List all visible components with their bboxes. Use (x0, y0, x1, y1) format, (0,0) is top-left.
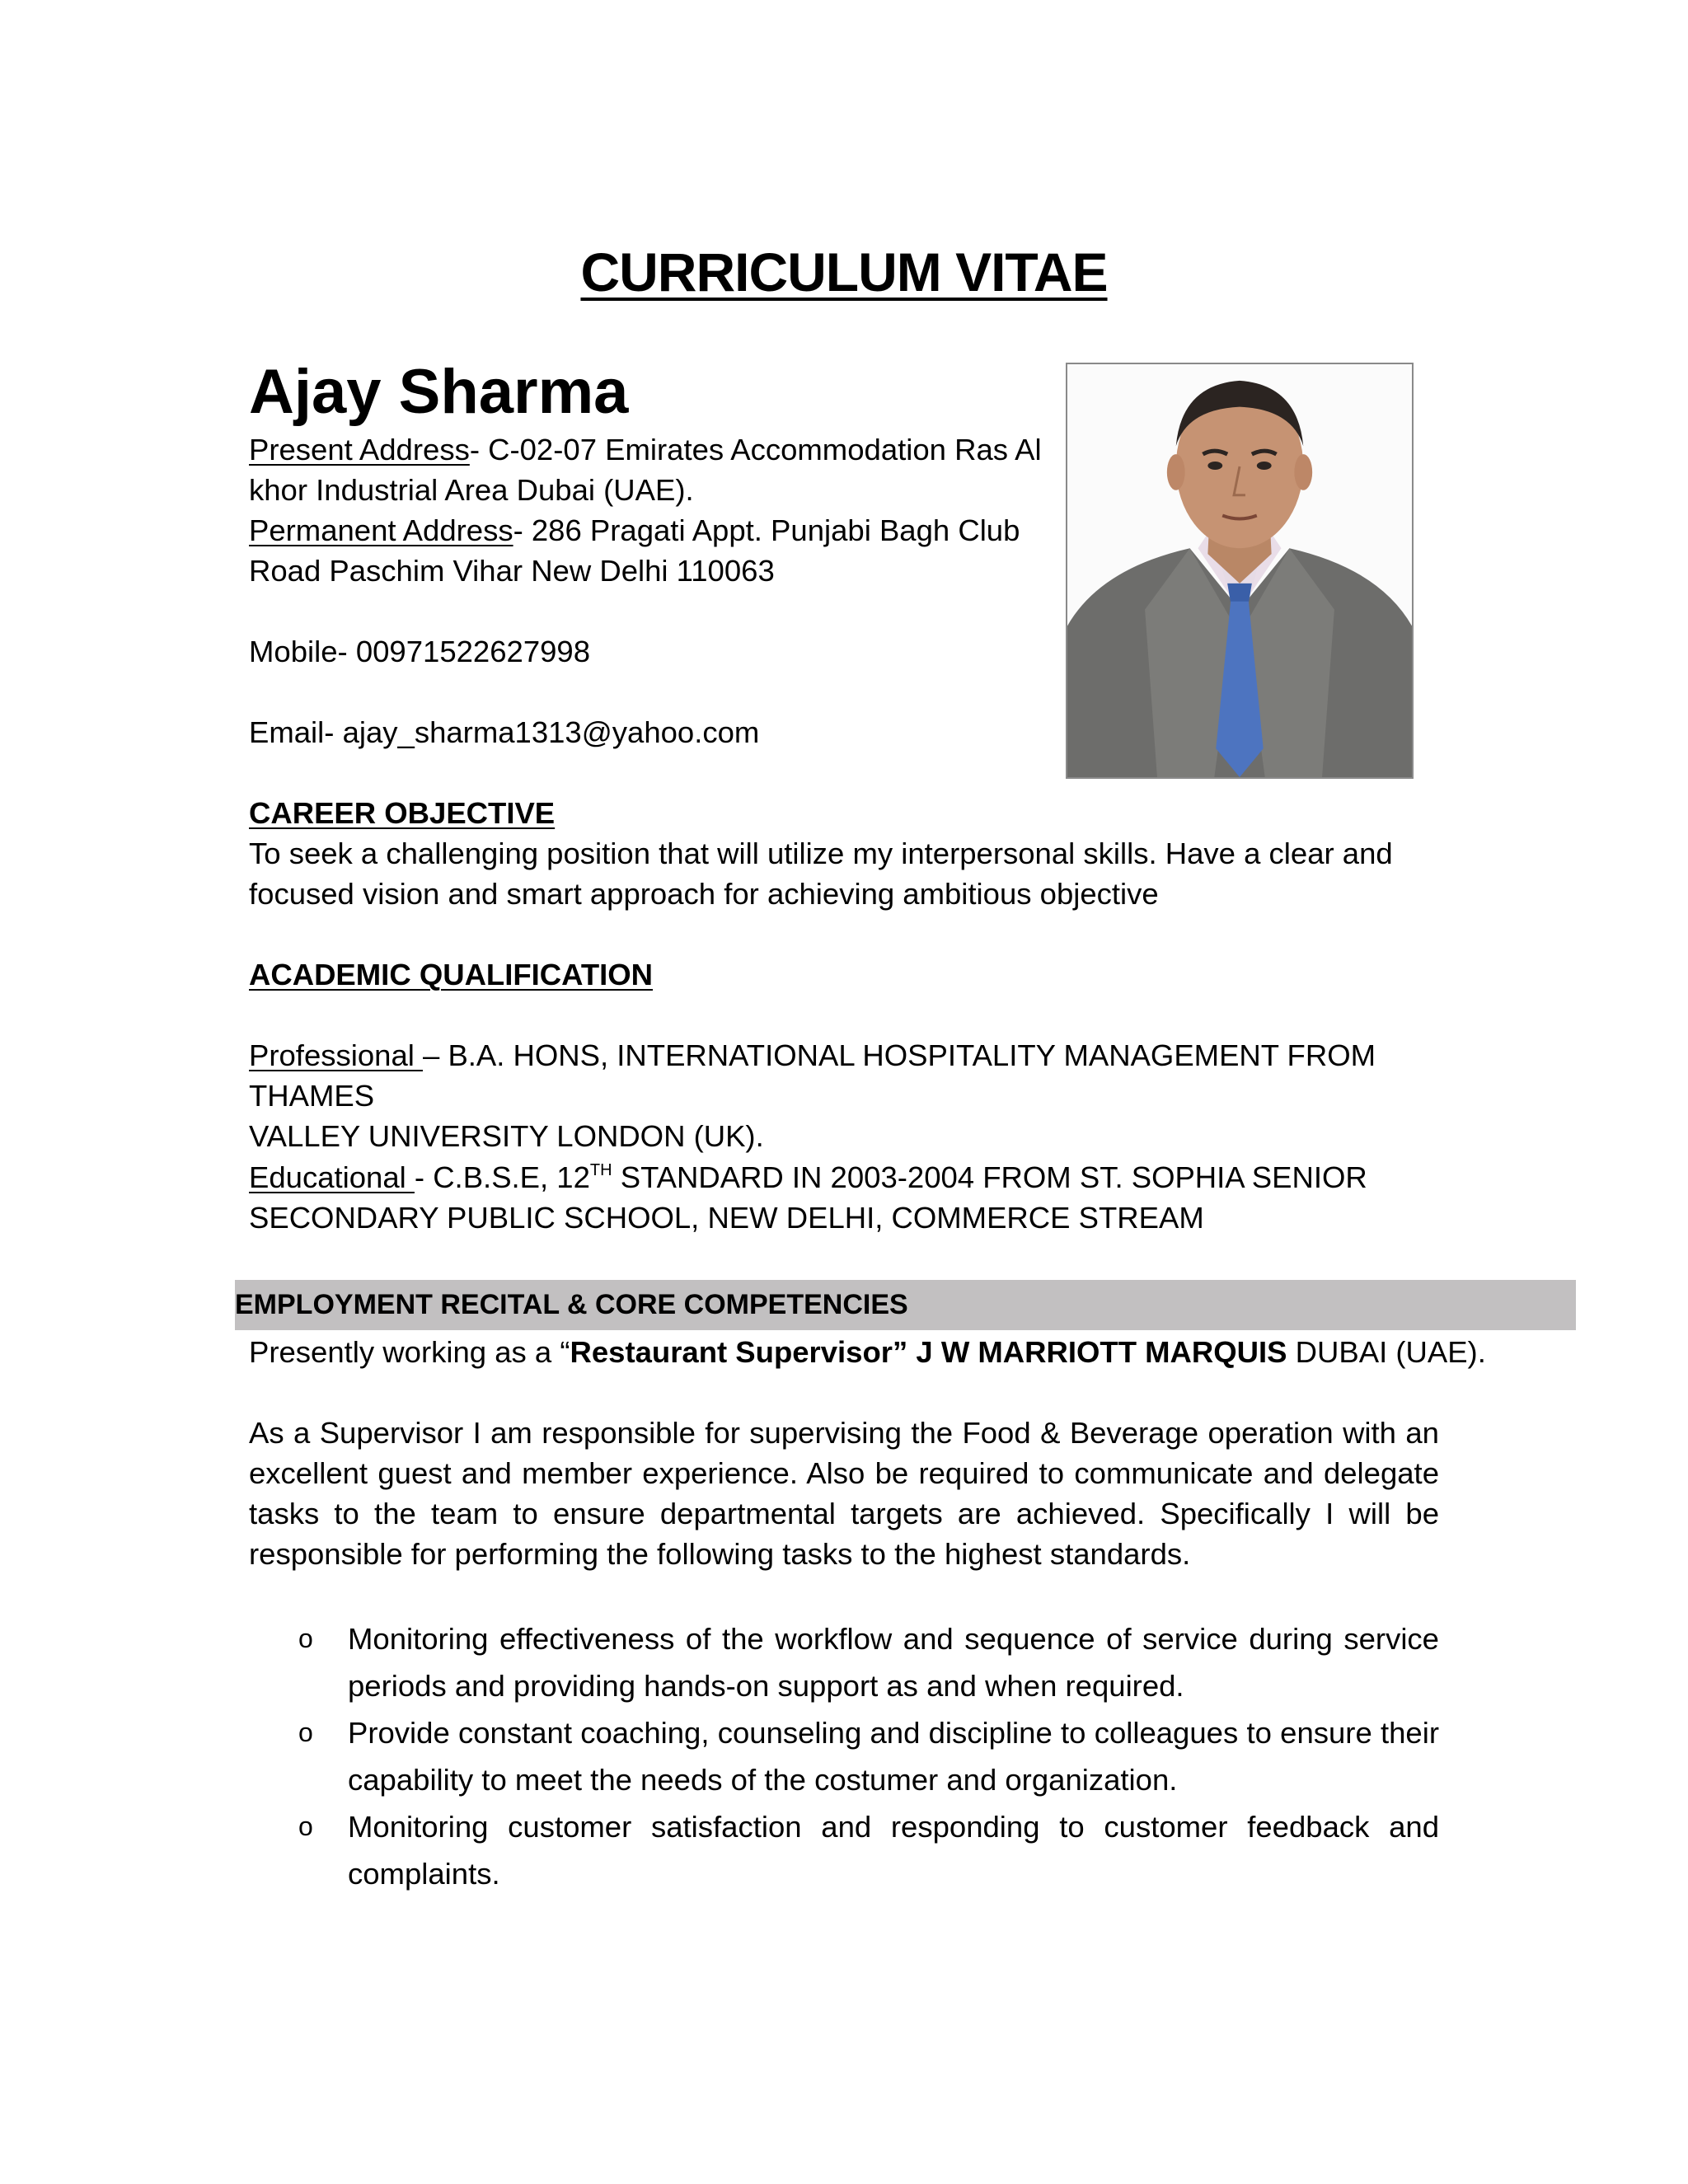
document-title: CURRICULUM VITAE (580, 241, 1108, 302)
address-block (249, 429, 1042, 591)
professional-text: – B.A. HONS, INTERNATIONAL HOSPITALITY MANAGEMENT FROM THAMES (249, 1038, 1376, 1113)
educational-line (249, 1157, 1485, 1197)
career-objective-line: focused vision and smart approach for achieving ambitious objective (249, 877, 1159, 911)
present-suffix: DUBAI (UAE). (1287, 1335, 1486, 1369)
present-prefix: Presently working as a “ (249, 1335, 570, 1369)
profile-photo (1066, 363, 1414, 779)
educational-line2: SECONDARY PUBLIC SCHOOL, NEW DELHI, COMMERCE STREAM (249, 1201, 1204, 1235)
academic-heading: ACADEMIC QUALIFICATION (249, 958, 654, 991)
candidate-name: Ajay Sharma (249, 357, 629, 427)
present-address-label: Present Address (249, 433, 470, 466)
permanent-address-text: - 286 Pragati Appt. Punjabi Bagh Club (513, 513, 1020, 547)
educational-label: Educational (249, 1160, 415, 1194)
list-item-text: Monitoring customer satisfaction and responding to customer feedback and complaints. (348, 1810, 1439, 1891)
list-item-text: Provide constant coaching, counseling and discipline to colleagues to ensure their capability to meet the needs of the costumer and organization. (348, 1716, 1439, 1797)
professional-label: Professional (249, 1038, 423, 1072)
list-item (249, 1709, 1439, 1803)
educational-superscript: TH (589, 1161, 612, 1179)
present-address-text: - C-02-07 Emirates Accommodation Ras Al (469, 433, 1042, 466)
present-position (249, 1332, 1486, 1372)
list-item (249, 1803, 1439, 1897)
permanent-address-line2: Road Paschim Vihar New Delhi 110063 (249, 554, 775, 588)
professional-line (249, 1035, 1485, 1116)
professional-qualification (249, 1035, 1485, 1156)
educational-qualification (249, 1157, 1485, 1238)
career-objective-text (249, 833, 1485, 914)
bullet-mark: o (298, 1718, 313, 1747)
educational-text-b: STANDARD IN 2003-2004 FROM ST. SOPHIA SENIOR (612, 1160, 1367, 1194)
bullet-mark: o (298, 1624, 313, 1653)
list-item-text: Monitoring effectiveness of the workflow and sequence of service during service periods and providing hands-on support as and when required. (348, 1622, 1439, 1703)
present-address (249, 429, 1042, 470)
educational-text-a: - C.B.S.E, 12 (414, 1160, 590, 1194)
permanent-address (249, 510, 1042, 551)
list-item (249, 1615, 1439, 1709)
employment-heading: EMPLOYMENT RECITAL & CORE COMPETENCIES (235, 1289, 908, 1320)
permanent-address-label: Permanent Address (249, 513, 513, 547)
employment-heading-band (235, 1280, 1576, 1330)
present-address-line2: khor Industrial Area Dubai (UAE). (249, 473, 694, 507)
mobile-number: Mobile- 00971522627998 (249, 635, 591, 668)
career-objective-heading: CAREER OBJECTIVE (249, 796, 556, 830)
career-objective-line: To seek a challenging position that will utilize my interpersonal skills. Have a clear and (249, 837, 1393, 870)
present-role: Restaurant Supervisor” J W MARRIOTT MARQUIS (570, 1335, 1287, 1369)
bullet-mark: o (298, 1811, 313, 1841)
responsibility-list (249, 1615, 1439, 1897)
professional-line2: VALLEY UNIVERSITY LONDON (UK). (249, 1119, 764, 1153)
responsibility-paragraph: As a Supervisor I am responsible for supervising the Food & Beverage operation with an excellent guest and member experience. Also be required to communicate and delegate tasks to the team to ensure departmental targets are achieved. Specifically I will be responsible for performing the following tasks to the highest standards. (249, 1416, 1439, 1571)
email-address: Email- ajay_sharma1313@yahoo.com (249, 715, 760, 749)
